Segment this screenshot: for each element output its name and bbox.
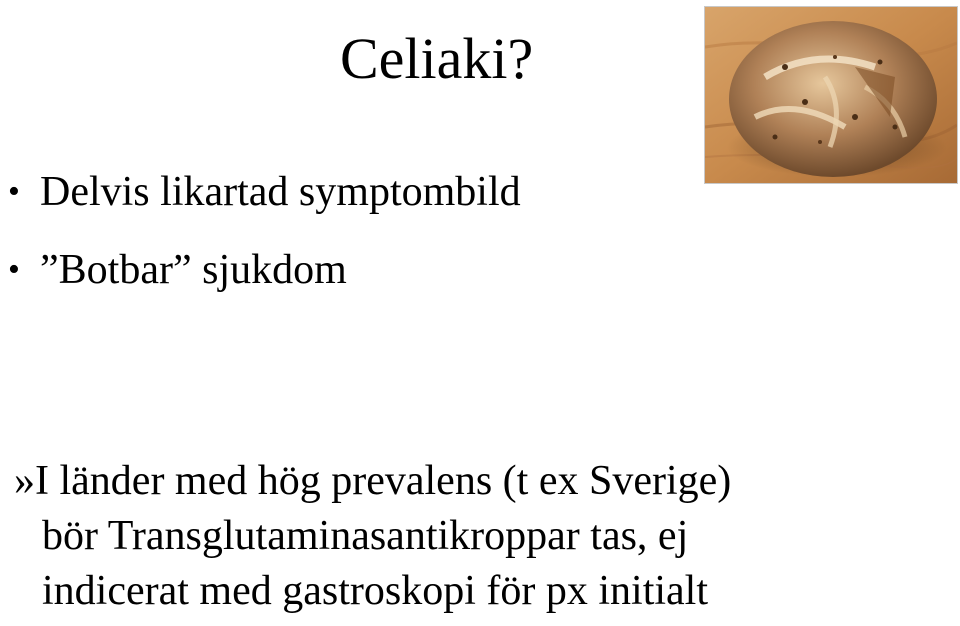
bullet-text: ”Botbar” sjukdom	[40, 247, 347, 293]
sub-bullet-marker: »	[14, 458, 35, 504]
bread-loaf-photo	[704, 6, 958, 184]
bullet-dot-icon: •	[8, 251, 20, 288]
bullet-text: Delvis likartad symptombild	[40, 169, 521, 215]
bread-photo-icon	[705, 7, 957, 183]
sub-bullet-line	[14, 454, 914, 509]
sub-bullet-line: indicerat med gastroskopi för px initialt	[42, 568, 709, 614]
sub-bullet-paragraph	[14, 454, 914, 619]
slide-title: Celiaki?	[340, 26, 534, 91]
bullet-dot-icon: •	[8, 173, 20, 210]
sub-bullet-text: I länder med hög prevalens (t ex Sverige)	[35, 458, 732, 504]
sub-bullet-line: bör Transglutaminasantikroppar tas, ej	[42, 513, 689, 559]
